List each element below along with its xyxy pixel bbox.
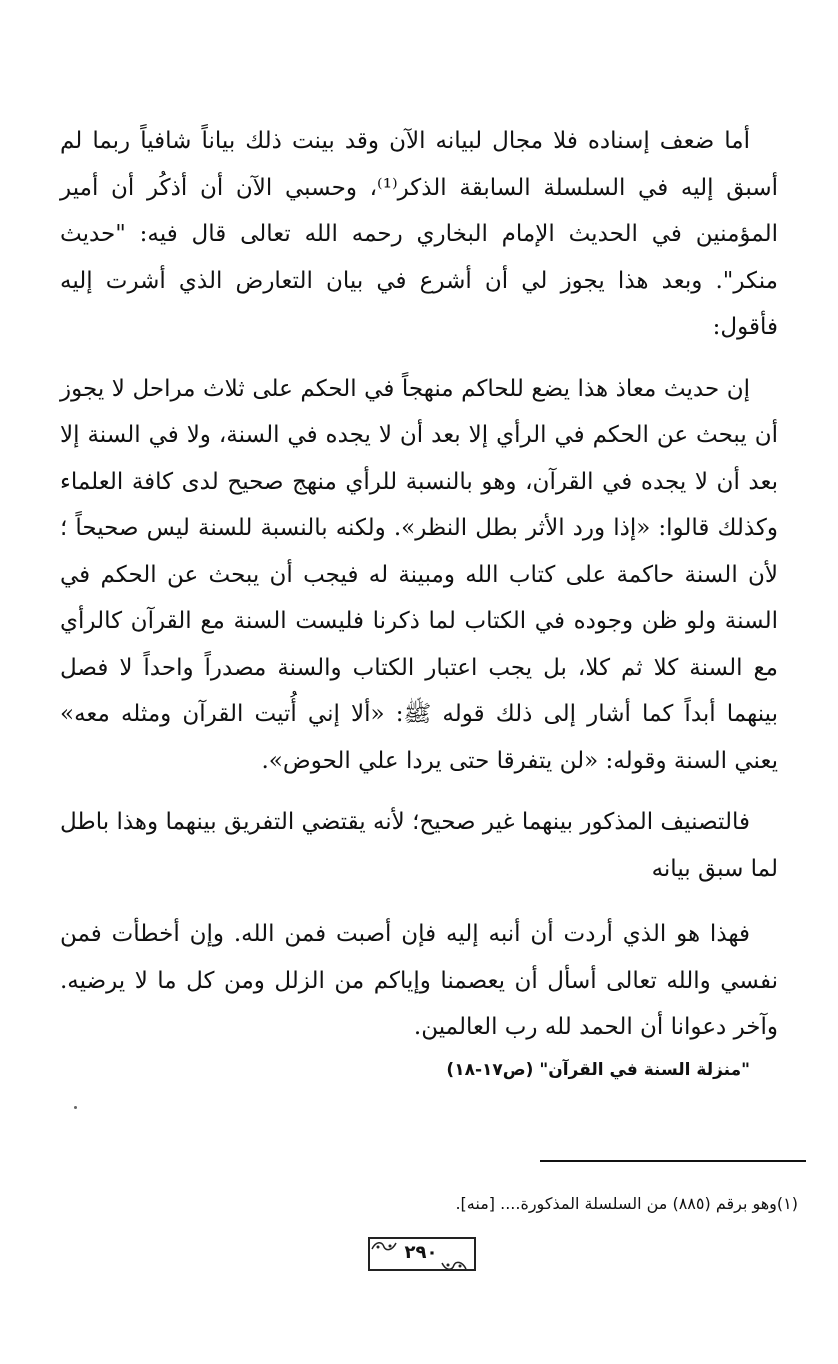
source-citation: "منزلة السنة في القرآن" (ص١٧-١٨) — [446, 1060, 750, 1080]
footnote-separator — [540, 1160, 806, 1162]
ornament-icon — [440, 1259, 470, 1273]
paragraph: أما ضعف إسناده فلا مجال لبيانه الآن وقد بينت ذلك بياناً شافياً ربما لم أسبق إليه في السلسلة السابقة الذكر⁽¹⁾، وحسبي الآن أن أذكُر أن أمير المؤمنين في الحديث الإمام البخاري رحمه الله تعالى قال فيه: "حديث منكر". وبعد هذا يجوز لي أن أشرع في بيان التعارض الذي أشرت إليه فأقول: — [60, 128, 779, 340]
paragraph: فهذا هو الذي أردت أن أنبه إليه فإن أصبت فمن الله. وإن أخطأت فمن نفسي والله تعالى أسأل أن يعصمنا وإياكم من الزلل ومن كل ما لا يرضيه. وآخر دعوانا أن الحمد لله رب العالمين. — [60, 921, 778, 1040]
paragraph: إن حديث معاذ هذا يضع للحاكم منهجاً في الحكم على ثلاث مراحل لا يجوز أن يبحث عن الحكم في الرأي إلا بعد أن لا يجده في السنة، ولا في السنة إلا بعد أن لا يجده في القرآن، وهو بالنسبة للرأي منهج صحيح لدى كافة العلماء وكذلك قالوا: «إذا ورد الأثر بطل النظر». ولكنه بالنسبة للسنة ليس صحيحاً ؛ لأن السنة حاكمة على كتاب الله ومبينة له فيجب أن يبحث عن الحكم في السنة ولو ظن وجوده في الكتاب لما ذكرنا فليست السنة مع القرآن كالرأي مع السنة كلا ثم كلا، بل يجب اعتبار الكتاب والسنة مصدراً واحداً لا فصل بينهما أبداً كما أشار إلى ذلك قوله ﷺ: «ألا إني أُتيت القرآن ومثله معه» يعني السنة وقوله: «لن يتفرقا حتى يردا علي الحوض». — [60, 375, 778, 774]
page-number: ٢٩٠ — [404, 1242, 438, 1263]
body-text — [60, 118, 778, 1066]
stray-dot — [74, 1106, 77, 1109]
footnote: (١)وهو برقم (٨٨٥) من السلسلة المذكورة.... [منه]. — [455, 1194, 798, 1213]
paragraph: فالتصنيف المذكور بينهما غير صحيح؛ لأنه يقتضي التفريق بينهما وهذا باطل لما سبق بيانه — [60, 809, 778, 882]
page-number-frame — [368, 1237, 476, 1273]
